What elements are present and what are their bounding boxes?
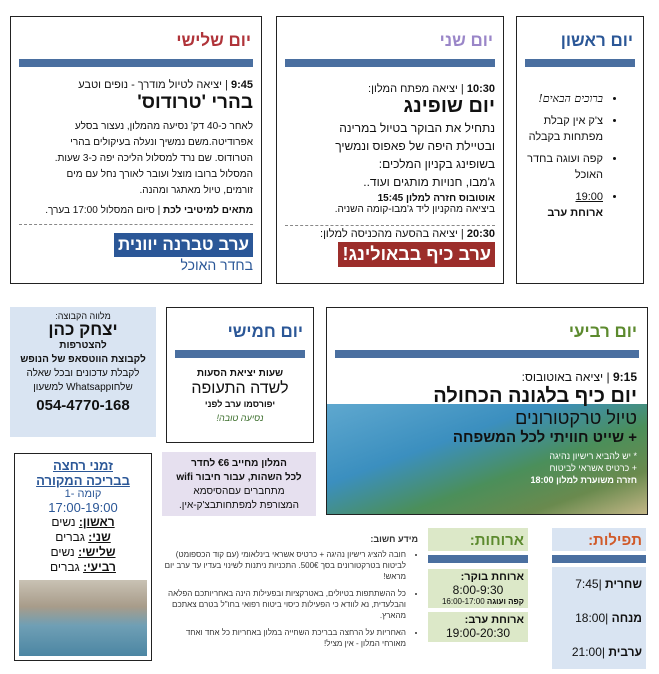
meals-card <box>428 528 528 662</box>
info-title: מידע חשוב: <box>370 534 418 544</box>
day1-item-dinner <box>517 189 603 221</box>
day3-headline: בהרי 'טרודוס' <box>137 92 253 113</box>
pool-floor: קומה -1 <box>64 488 102 500</box>
day3-note: מתאים למיטיבי לכת | סיום המסלול 17:00 בערך. <box>45 205 253 216</box>
day3-description: לאחר כ-40 דק' נסיעה מהמלון, נעצור בסלע אפרודיטה.משם נמשיך ונעלה בעיקולים בהרי הטרודוס. שם נרד למסלול הליכה יפה כ-3 שעות. המסלול ברובו מוצל ועובר לאורך נחל עם מים זורמים, טיול מאתגר ומהנה. <box>54 121 253 196</box>
pool-row: שני: גברים <box>55 530 111 544</box>
group-label: לקבוצת הווטסאפ של הנופש <box>20 354 146 365</box>
wifi-card <box>162 452 316 516</box>
pool-card <box>14 453 152 661</box>
day2-evening: ערב כיף בבאולינג! <box>338 242 495 267</box>
day3-bar <box>19 59 253 67</box>
pool-title1: זמני רחצה <box>53 458 113 473</box>
pool-photo <box>19 580 147 656</box>
day2-evening-departure: 20:30 | יציאה בהסעה מהכניסה למלון: <box>285 225 495 240</box>
join-label: להצטרפות <box>59 340 107 351</box>
day1-card <box>516 16 644 284</box>
day4-bar <box>335 350 639 358</box>
info-item: • חובה להציג רישיון נהיגה + כרטיס אשראי בינלאומי (עם קוד הכספומט) לביטוח בטרקטורונים בסך 500€. התכניות ניתנות לשינוי בעדיו עד ערב יום מראש! <box>162 549 406 582</box>
pool-schedule <box>15 515 151 575</box>
day3-title: יום שלישי <box>176 31 251 50</box>
prayers-card <box>552 528 646 662</box>
day4-notes: * יש להביא רישיון נהיגה + כרטיס אשראי לביטוח חזרה משוערת למלון 18:00 <box>530 451 637 485</box>
pool-row: שלישי: נשים <box>50 545 116 559</box>
prayer-row: ערבית |21:00 <box>571 645 642 659</box>
pool-title2: בבריכה המקורה <box>36 473 130 488</box>
day2-bar <box>285 59 495 67</box>
day5-line1: שעות יציאת הסעות <box>196 368 284 379</box>
day4-title: יום רביעי <box>568 322 637 341</box>
day4-headline: יום כיף בלגונה הכחולה <box>433 385 637 407</box>
phone-number[interactable]: 054-4770-168 <box>36 397 130 414</box>
whatsapp-label: שלחוWhatsapp למשעון <box>33 382 133 393</box>
wifi-line4: המצורפת למפתחותבצ'ק-אין. <box>179 500 299 511</box>
dinner-block: ארוחת ערב: 19:00-20:30 <box>428 612 528 642</box>
prayer-row: מנחה |18:00 <box>575 611 642 625</box>
day3-evening-place: בחדר האוכל <box>180 257 253 273</box>
info-item: • האחריות על הרחצה בבריכת השחייה במלון באחריות כל אחד ואחד מאורחי המלון - אין מציל! <box>162 627 406 649</box>
day4-sub1: טיול טרקטורונים <box>515 408 637 428</box>
wifi-line3: מתחברים עםהסיסמא <box>193 486 285 497</box>
pool-row: רביעי: גברים <box>50 560 116 574</box>
day5-bar <box>175 350 305 358</box>
contact-card <box>10 307 156 437</box>
day3-departure: 9:45 | יציאה לטיול מודרך - נופים וטבע <box>78 79 253 91</box>
day1-title: יום ראשון <box>560 31 633 50</box>
prayers-title: תפילות: <box>552 528 646 551</box>
day2-departure: 10:30 | יציאה מפתח המלון: <box>368 83 495 95</box>
info-card <box>162 534 418 666</box>
day3-evening: ערב טברנה יוונית <box>114 233 253 257</box>
day1-dinner-time: 19:00 <box>575 191 603 203</box>
info-item: • כל ההשתתפות בטיולים, באטרקציות ובפעילות הינה באחריותכם הפלאה והבלעדית, נא לוודא כי הפעילות כיסוי ביטוח רפואי בחו"ל בטרם צאתכם מהארץ. <box>162 588 406 621</box>
day2-description: נתחיל את הבוקר בטיול במרינה ובטיילת היפה של פאפוס ונמשיך בשופינג בקניון המלכים: ג'מבו, חנויות מותגים ועוד.. <box>335 121 495 189</box>
day4-departure: 9:15 | יציאה באוטובוס: <box>521 370 637 384</box>
day2-card <box>276 16 504 284</box>
day2-return-label: אוטובוס חזרה למלון 15:45 <box>377 193 495 204</box>
day1-bar <box>525 59 635 67</box>
day3-card <box>10 16 262 284</box>
day1-dinner-label: ארוחת ערב <box>547 207 603 219</box>
day2-title: יום שני <box>439 31 493 50</box>
pool-hours: 17:00-19:00 <box>48 500 118 515</box>
day5-title: יום חמישי <box>227 322 303 341</box>
escort-name: יצחק כהן <box>48 320 118 339</box>
breakfast-block: ארוחת בוקר: 8:00-9:30 קפה ועוגה 16:00-17:00 <box>428 569 528 608</box>
day5-line2: לשדה התעופה <box>191 380 289 397</box>
day4-card <box>326 307 648 515</box>
meals-bar <box>428 555 528 563</box>
day2-return-note: ביציאה מהקניון ליד ג'מבו-קומה השניה. <box>334 204 495 215</box>
escort-label: מלווה הקבוצה: <box>55 311 111 321</box>
wifi-line2: לכל השהות, עבור חיבור wifi <box>176 472 302 483</box>
day5-card <box>166 307 314 443</box>
prayers-list <box>552 567 646 669</box>
meals-title: ארוחות: <box>428 528 528 551</box>
day4-sub2: + שייט חוויתי לכל המשפחה <box>452 429 637 446</box>
day1-item-welcome: • ברוכים הבאים! <box>517 91 603 107</box>
prayer-row: שחרית |7:45 <box>575 577 642 591</box>
wifi-line1: המלון מחייב €6 לחדר <box>191 458 287 469</box>
day1-item-coffee: • קפה ועוגה בחדר האוכל <box>517 151 603 183</box>
updates-label: לקבלת עדכונים ובכל שאלה <box>26 368 140 379</box>
day2-headline: יום שופינג <box>403 95 495 117</box>
day1-item-checkin: • צ'ק אין קבלת מפתחות בקבלה <box>517 113 603 145</box>
day5-line3: יפורסמו ערב לפני <box>204 399 276 409</box>
pool-row: ראשון: נשים <box>51 515 115 529</box>
prayers-bar <box>552 555 646 563</box>
day5-line4: נסיעה טובה! <box>216 413 264 423</box>
